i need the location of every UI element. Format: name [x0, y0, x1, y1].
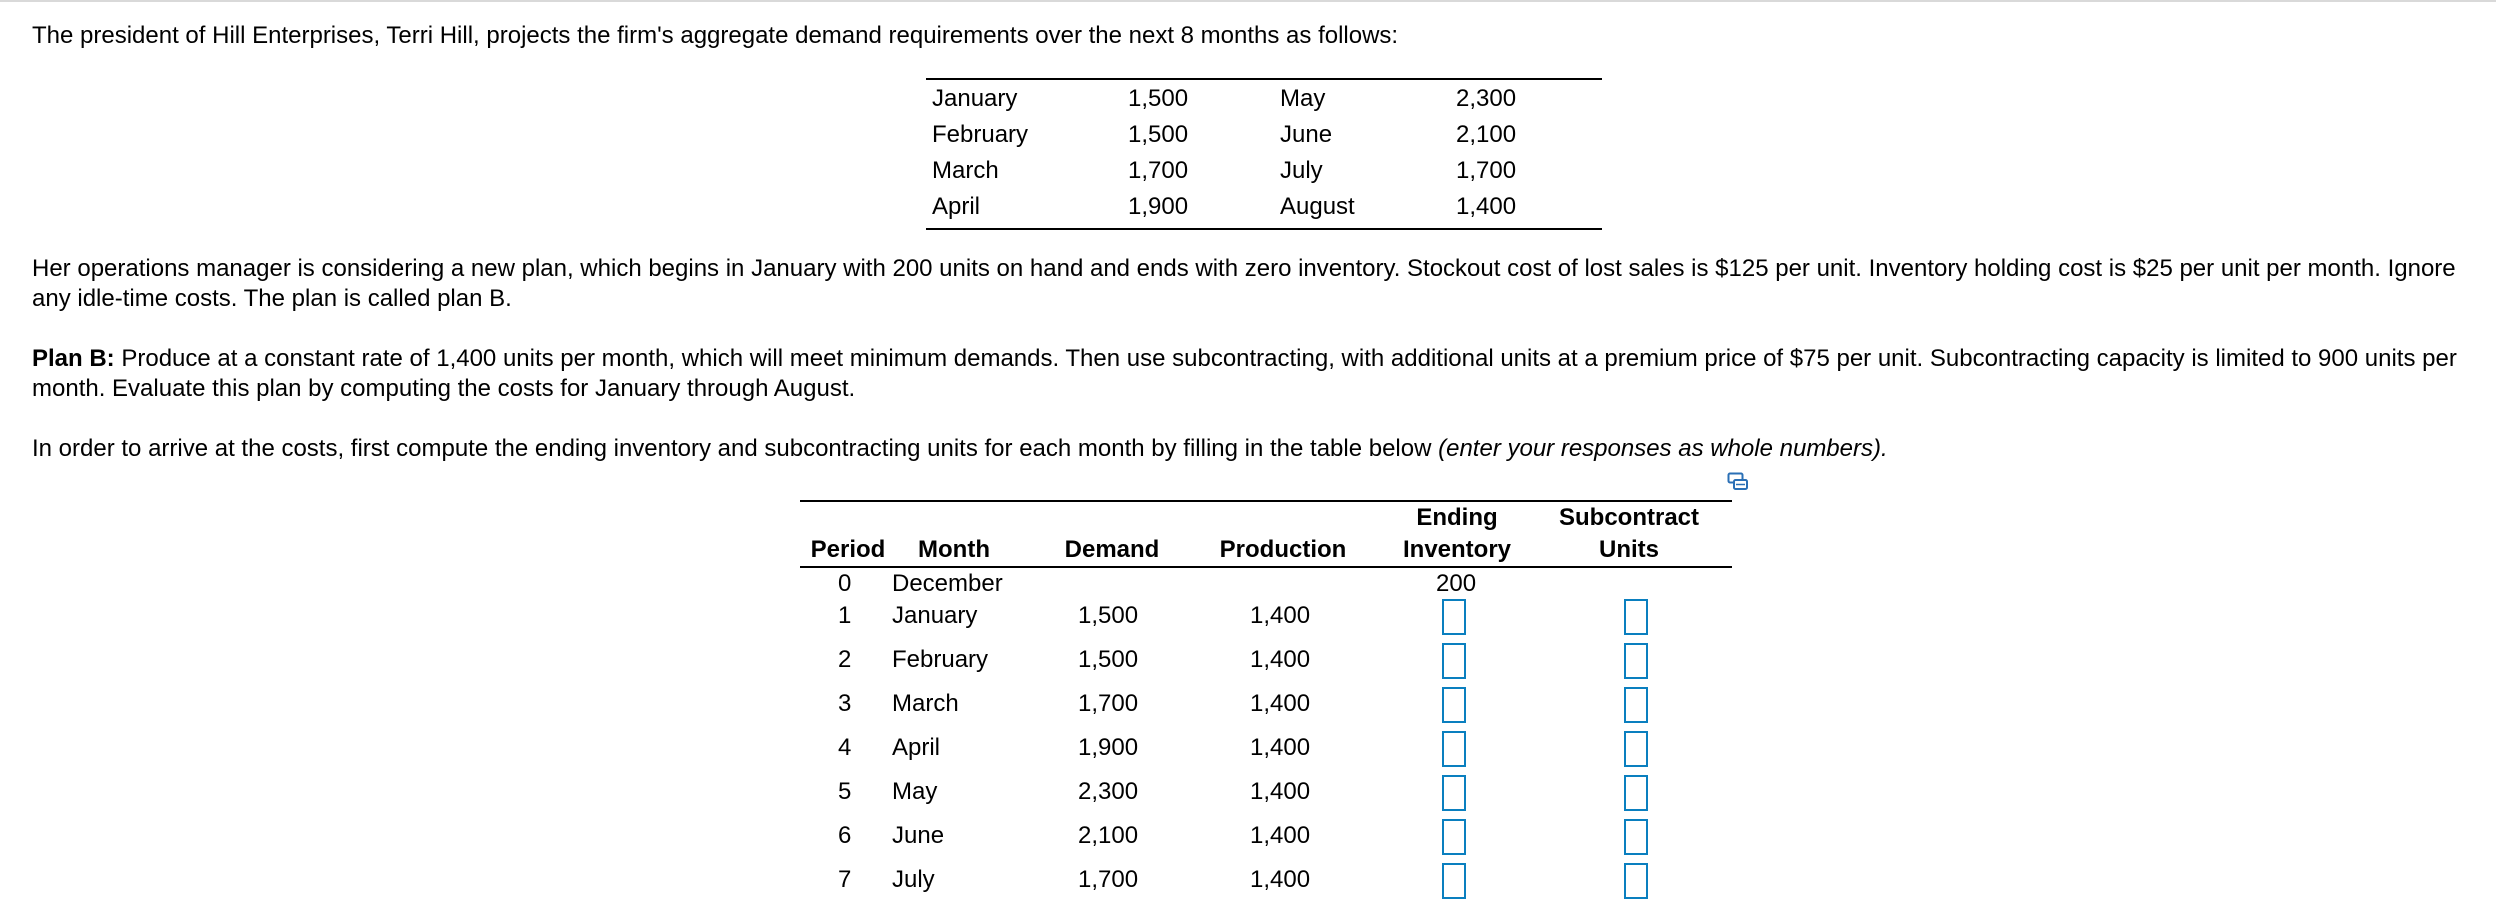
month-cell: January: [892, 602, 978, 629]
value-left: 1,500: [1128, 85, 1189, 112]
table-row: [800, 638, 1732, 682]
month-cell: March: [892, 690, 959, 717]
month-right: May: [1280, 85, 1326, 112]
production-cell: 1,400: [1250, 822, 1311, 849]
demand-cell: 1,700: [1078, 866, 1139, 893]
month-left: March: [932, 157, 999, 184]
copy-icon[interactable]: [1727, 472, 1749, 492]
demand-cell: 1,900: [1078, 734, 1139, 761]
table-row: [800, 770, 1732, 814]
ending-inventory-input[interactable]: [1442, 643, 1466, 679]
instruction-body: In order to arrive at the costs, first compute the ending inventory and subcontracting units for each month by filling in the table below: [32, 435, 1439, 462]
subcontract-units-input[interactable]: [1624, 687, 1648, 723]
production-cell: 1,400: [1250, 778, 1311, 805]
production-cell: 1,400: [1250, 734, 1311, 761]
top-divider: [0, 0, 2496, 2]
production-cell: 1,400: [1250, 602, 1311, 629]
intro-text: The president of Hill Enterprises, Terri Hill, projects the firm's aggregate demand requirements over the next 8 months as follows:: [32, 22, 1399, 49]
header-subcontract-line2: Units: [1599, 536, 1659, 563]
ending-inventory-input[interactable]: [1442, 599, 1466, 635]
value-right: 2,300: [1456, 85, 1517, 112]
ending-inventory-input[interactable]: [1442, 731, 1466, 767]
value-left: 1,500: [1128, 121, 1189, 148]
header-subcontract-line1: Subcontract: [1558, 504, 1699, 531]
header-ending-inventory-line2: Inventory: [1402, 536, 1512, 563]
plan-description-text: Her operations manager is considering a new plan, which begins in January with 200 units on hand and ends with zero inventory. Stockout cost of lost sales is $125 per unit. Inventory holding cost is $25 per unit per month. Ignore any idle-time costs. The plan is called plan B.: [32, 255, 2456, 312]
value-left: 1,700: [1128, 157, 1189, 184]
period-cell: 5: [838, 778, 852, 805]
value-left: 1,900: [1128, 193, 1189, 220]
value-right: 1,700: [1456, 157, 1517, 184]
plan-b-body: Produce at a constant rate of 1,400 units per month, which will meet minimum demands. Then use subcontracting, with additional units at a premium price of $75 per unit. Subcontracting capacity is limited to 900 units per month. Evaluate this plan by computing the costs for January through August.: [32, 345, 2457, 402]
header-demand: Demand: [1064, 536, 1160, 563]
month-cell: May: [892, 778, 938, 805]
month-right: August: [1280, 193, 1355, 220]
production-cell: 1,400: [1250, 646, 1311, 673]
table-row: [800, 682, 1732, 726]
month-cell: February: [892, 646, 989, 673]
subcontract-units-input[interactable]: [1624, 863, 1648, 899]
ending-inventory-input[interactable]: [1442, 819, 1466, 855]
month-cell: December: [892, 570, 1003, 597]
ending-inventory-cell: 200: [1436, 570, 1477, 597]
demand-row: [926, 82, 1602, 116]
period-cell: 6: [838, 822, 852, 849]
period-cell: 1: [838, 602, 852, 629]
copy-table-icon[interactable]: [1727, 472, 1749, 492]
demand-cell: 2,300: [1078, 778, 1139, 805]
demand-cell: 1,700: [1078, 690, 1139, 717]
value-right: 2,100: [1456, 121, 1517, 148]
header-month: Month: [918, 536, 990, 563]
subcontract-units-input[interactable]: [1624, 643, 1648, 679]
demand-cell: 1,500: [1078, 602, 1139, 629]
plan-b-text: [32, 344, 2472, 404]
subcontract-units-input[interactable]: [1624, 599, 1648, 635]
demand-forecast-table: [926, 78, 1602, 230]
period-cell: 2: [838, 646, 852, 673]
month-right: June: [1280, 121, 1333, 148]
subcontract-units-input[interactable]: [1624, 731, 1648, 767]
plan-b-table: [800, 500, 1732, 904]
period-cell: 4: [838, 734, 852, 761]
table-row: [800, 726, 1732, 770]
header-period: Period: [810, 536, 886, 563]
month-cell: June: [892, 822, 945, 849]
instruction-italic: (enter your responses as whole numbers).: [1438, 435, 1888, 462]
demand-row: [926, 154, 1602, 188]
ending-inventory-input[interactable]: [1442, 775, 1466, 811]
month-cell: April: [892, 734, 941, 761]
month-cell: July: [892, 866, 935, 893]
ending-inventory-input[interactable]: [1442, 863, 1466, 899]
month-right: July: [1280, 157, 1323, 184]
month-left: April: [932, 193, 981, 220]
table-row: [800, 594, 1732, 638]
table-row: [800, 858, 1732, 902]
header-production: Production: [1219, 536, 1347, 563]
demand-row: [926, 190, 1602, 224]
header-ending-inventory-line1: Ending: [1416, 504, 1498, 531]
production-cell: 1,400: [1250, 690, 1311, 717]
value-right: 1,400: [1456, 193, 1517, 220]
production-cell: 1,400: [1250, 866, 1311, 893]
ending-inventory-input[interactable]: [1442, 687, 1466, 723]
subcontract-units-input[interactable]: [1624, 819, 1648, 855]
table-row: [800, 814, 1732, 858]
instruction-text: [32, 434, 1888, 464]
period-cell: 0: [838, 570, 852, 597]
period-cell: 7: [838, 866, 852, 893]
period-cell: 3: [838, 690, 852, 717]
demand-row: [926, 118, 1602, 152]
demand-cell: 1,500: [1078, 646, 1139, 673]
month-left: January: [932, 85, 1018, 112]
plan-b-label: Plan B:: [32, 345, 115, 372]
demand-cell: 2,100: [1078, 822, 1139, 849]
month-left: February: [932, 121, 1029, 148]
subcontract-units-input[interactable]: [1624, 775, 1648, 811]
